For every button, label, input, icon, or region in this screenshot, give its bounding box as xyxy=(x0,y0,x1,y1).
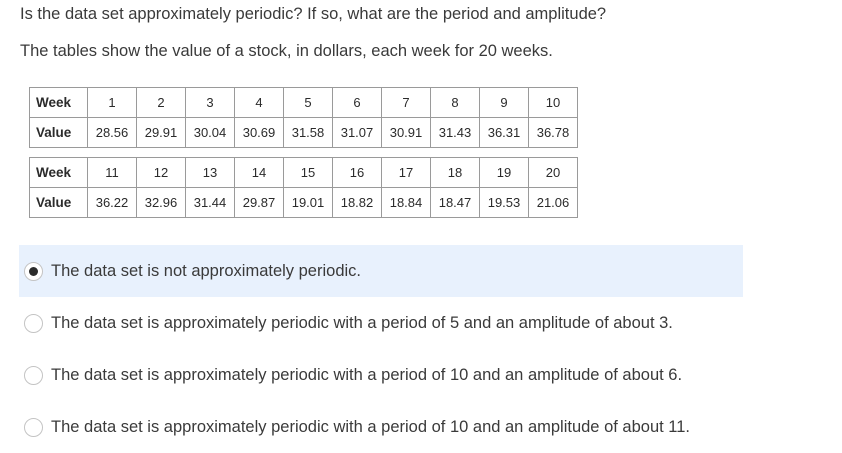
week-cell: 1 xyxy=(88,88,137,118)
value-cell: 31.58 xyxy=(284,118,333,148)
answer-option-not-periodic[interactable] xyxy=(19,245,743,297)
question-text: Is the data set approximately periodic? If so, what are the period and amplitude? xyxy=(20,5,607,23)
value-cell: 31.44 xyxy=(186,188,235,218)
week-row-header: Week xyxy=(30,88,88,118)
week-cell: 15 xyxy=(284,158,333,188)
week-cell: 17 xyxy=(382,158,431,188)
table-intro-text: The tables show the value of a stock, in dollars, each week for 20 weeks. xyxy=(20,42,553,60)
answer-option-period-10-amplitude-6[interactable] xyxy=(19,349,743,401)
answer-option-label: The data set is approximately periodic with a period of 10 and an amplitude of about 11. xyxy=(51,418,691,436)
week-cell: 19 xyxy=(480,158,529,188)
answer-option-period-10-amplitude-11[interactable] xyxy=(19,401,743,453)
week-row xyxy=(30,158,578,188)
week-cell: 18 xyxy=(431,158,480,188)
answer-option-period-5-amplitude-3[interactable] xyxy=(19,297,743,349)
value-cell: 30.69 xyxy=(235,118,284,148)
value-cell: 31.43 xyxy=(431,118,480,148)
value-cell: 29.87 xyxy=(235,188,284,218)
week-cell: 20 xyxy=(529,158,578,188)
value-cell: 30.04 xyxy=(186,118,235,148)
value-cell: 36.22 xyxy=(88,188,137,218)
value-cell: 29.91 xyxy=(137,118,186,148)
value-cell: 36.78 xyxy=(529,118,578,148)
week-cell: 2 xyxy=(137,88,186,118)
week-cell: 5 xyxy=(284,88,333,118)
value-row xyxy=(30,188,578,218)
radio-button[interactable] xyxy=(24,366,43,385)
week-cell: 9 xyxy=(480,88,529,118)
answer-option-label: The data set is not approximately periodic. xyxy=(51,262,361,280)
week-cell: 8 xyxy=(431,88,480,118)
value-cell: 30.91 xyxy=(382,118,431,148)
value-cell: 31.07 xyxy=(333,118,382,148)
value-cell: 18.84 xyxy=(382,188,431,218)
week-cell: 16 xyxy=(333,158,382,188)
week-cell: 11 xyxy=(88,158,137,188)
week-cell: 3 xyxy=(186,88,235,118)
answer-option-label: The data set is approximately periodic with a period of 10 and an amplitude of about 6. xyxy=(51,366,683,384)
value-cell: 18.82 xyxy=(333,188,382,218)
answer-option-label: The data set is approximately periodic with a period of 5 and an amplitude of about 3. xyxy=(51,314,673,332)
value-row xyxy=(30,118,578,148)
value-cell: 18.47 xyxy=(431,188,480,218)
week-row xyxy=(30,88,578,118)
value-cell: 19.01 xyxy=(284,188,333,218)
week-cell: 7 xyxy=(382,88,431,118)
value-row-header: Value xyxy=(30,188,88,218)
week-cell: 12 xyxy=(137,158,186,188)
value-cell: 36.31 xyxy=(480,118,529,148)
stock-table-weeks-1-10 xyxy=(29,87,578,148)
week-cell: 14 xyxy=(235,158,284,188)
stock-table-weeks-11-20 xyxy=(29,157,578,218)
answer-options xyxy=(19,245,743,453)
radio-button[interactable] xyxy=(24,314,43,333)
value-cell: 32.96 xyxy=(137,188,186,218)
value-cell: 28.56 xyxy=(88,118,137,148)
week-cell: 10 xyxy=(529,88,578,118)
week-cell: 13 xyxy=(186,158,235,188)
week-row-header: Week xyxy=(30,158,88,188)
value-cell: 21.06 xyxy=(529,188,578,218)
week-cell: 6 xyxy=(333,88,382,118)
radio-button[interactable] xyxy=(24,418,43,437)
value-cell: 19.53 xyxy=(480,188,529,218)
radio-button-checked[interactable] xyxy=(24,262,43,281)
value-row-header: Value xyxy=(30,118,88,148)
week-cell: 4 xyxy=(235,88,284,118)
